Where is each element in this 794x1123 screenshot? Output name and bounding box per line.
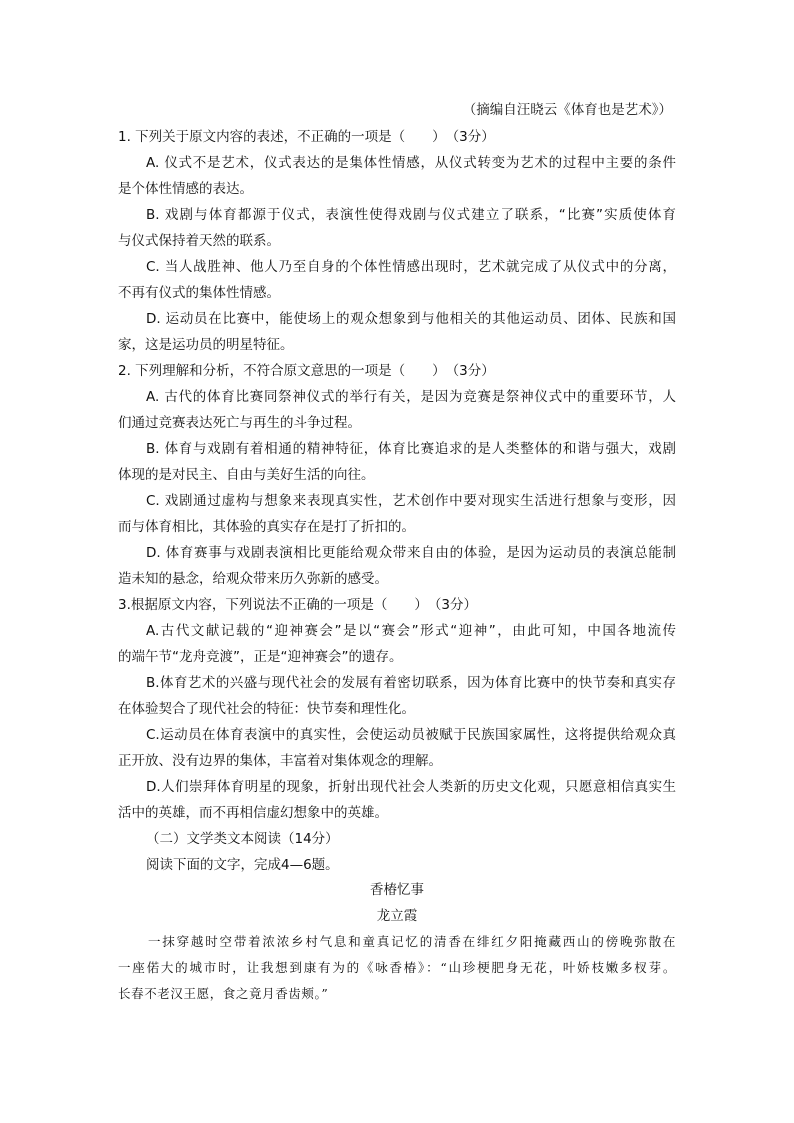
question-1-option-a-cont: 是个体性情感的表达。	[118, 181, 253, 197]
story-paragraph-line-3: 长春不老汉王愿，食之竟月香齿颊。”	[118, 986, 329, 1001]
question-3-option-a-cont: 的端午节“龙舟竞渡”，正是“迎神赛会”的遗存。	[118, 649, 403, 665]
question-1-option-c-cont: 不再有仪式的集体性情感。	[118, 285, 280, 301]
question-2-option-b-cont: 体现的是对民主、自由与美好生活的向往。	[118, 467, 375, 483]
question-2-option-b: B. 体育与戏剧有着相通的精神特征，体育比赛追求的是人类整体的和谐与强大，戏剧	[146, 441, 676, 457]
question-3-option-b-cont: 在体验契合了现代社会的特征：快节奏和理性化。	[118, 701, 415, 717]
question-2-option-d: D. 体育赛事与戏剧表演相比更能给观众带来自由的体验，是因为运动员的表演总能制	[146, 545, 676, 561]
question-2-option-a: A. 古代的体育比赛同祭神仪式的举行有关，是因为竞赛是祭神仪式中的重要环节，人	[146, 389, 676, 405]
question-3-option-c-cont: 正开放、没有边界的集体，丰富着对集体观念的理解。	[118, 753, 442, 769]
question-1-option-a: A. 仪式不是艺术，仪式表达的是集体性情感，从仪式转变为艺术的过程中主要的条件	[146, 155, 676, 171]
story-paragraph-line-2: 一座偌大的城市时，让我想到康有为的《咏香椿》：“山珍梗肥身无花，叶娇枝嫩多杈芽。	[118, 960, 676, 975]
question-2-option-d-cont: 造未知的悬念，给观众带来历久弥新的感受。	[118, 571, 388, 587]
question-3-option-d-cont: 活中的英雄，而不再相信虚幻想象中的英雄。	[118, 805, 388, 821]
question-3-option-a: A.古代文献记载的“迎神赛会”是以“赛会”形式“迎神”，由此可知，中国各地流传	[146, 623, 676, 639]
story-paragraph-line-1: 一抹穿越时空带着浓浓乡村气息和童真记忆的清香在绯红夕阳掩藏西山的傍晚弥散在	[148, 934, 676, 949]
source-citation: （摘编自汪晓云《体育也是艺术》）	[462, 102, 672, 118]
question-3-option-c: C.运动员在体育表演中的真实性，会使运动员被赋于民族国家属性，这将提供给观众真	[146, 727, 676, 743]
question-2-option-a-cont: 们通过竞赛表达死亡与再生的斗争过程。	[118, 415, 361, 431]
question-3-option-d: D.人们崇拜体育明星的现象，折射出现代社会人类新的历史文化观，只愿意相信真实生	[146, 779, 676, 795]
story-title: 香椿忆事	[370, 882, 424, 898]
section-heading: （二）文学类文本阅读（14分）	[146, 831, 339, 847]
question-3-option-b: B.体育艺术的兴盛与现代社会的发展有着密切联系，因为体育比赛中的快节奏和真实存	[146, 675, 676, 691]
question-1-option-b: B. 戏剧与体育都源于仪式，表演性使得戏剧与仪式建立了联系，“比赛”实质使体育	[146, 207, 676, 223]
question-2-option-c-cont: 而与体育相比，其体验的真实存在是打了折扣的。	[118, 519, 415, 535]
question-1-option-b-cont: 与仪式保持着天然的联系。	[118, 233, 280, 249]
question-1-option-d-cont: 家，这是运功员的明星特征。	[118, 337, 294, 353]
story-author: 龙立霞	[376, 908, 418, 924]
question-3-stem: 3.根据原文内容，下列说法不正确的一项是（ ） （3分）	[118, 597, 477, 613]
section-instruction: 阅读下面的文字，完成4—6题。	[146, 857, 339, 873]
question-2-stem: 2. 下列理解和分析，不符合原文意思的一项是（ ） （3分）	[118, 363, 495, 379]
question-1-stem: 1. 下列关于原文内容的表述，不正确的一项是（ ） （3分）	[118, 129, 495, 145]
question-2-option-c: C. 戏剧通过虚构与想象来表现真实性，艺术创作中要对现实生活进行想象与变形，因	[146, 493, 676, 509]
question-1-option-c: C. 当人战胜神、他人乃至自身的个体性情感出现时，艺术就完成了从仪式中的分离，	[146, 259, 676, 275]
question-1-option-d: D. 运动员在比赛中，能使场上的观众想象到与他相关的其他运动员、团体、民族和国	[146, 311, 676, 327]
